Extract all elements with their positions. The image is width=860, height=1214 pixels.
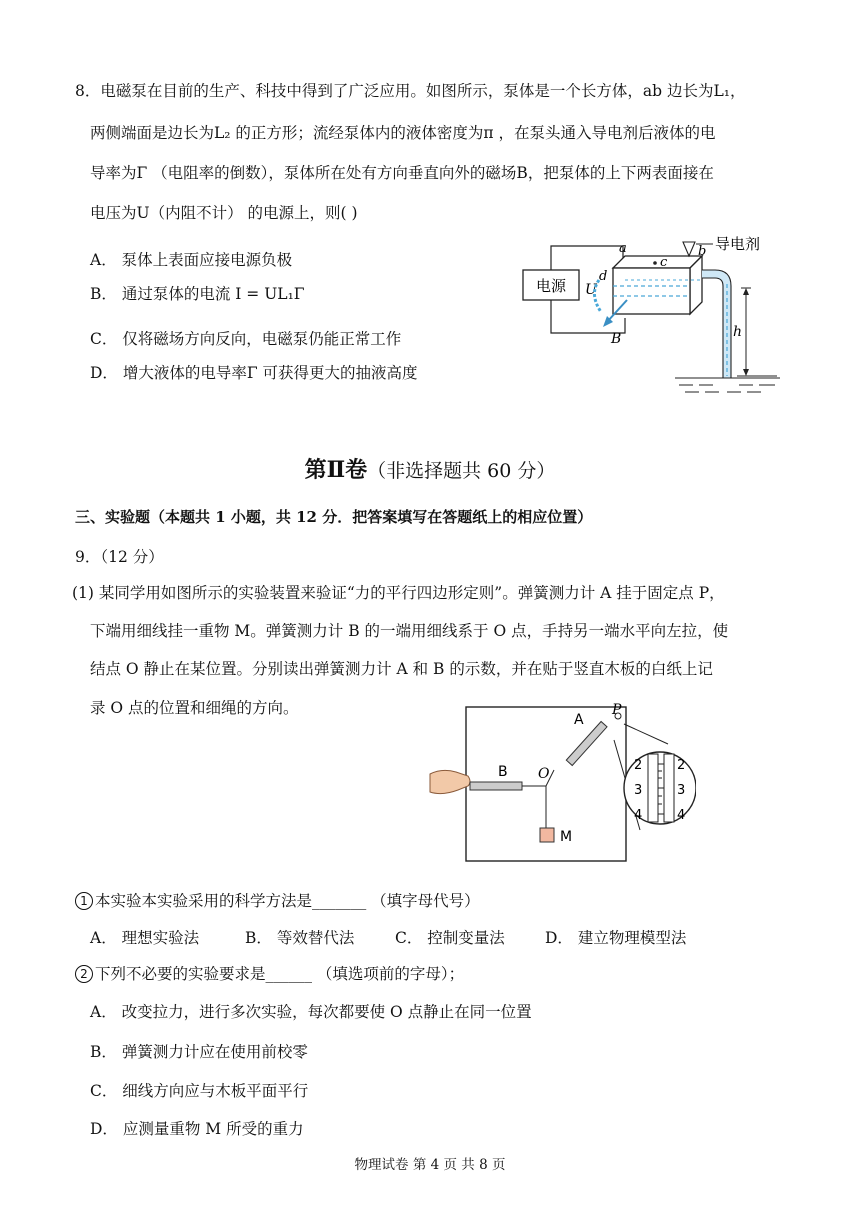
scale-left-3: 3 — [634, 783, 643, 798]
q8-option-b: B． 通过泵体的电流 I = UL₁Γ — [90, 285, 305, 303]
q9-p1-line-3: 结点 O 静止在某位置。分别读出弹簧测力计 A 和 B 的示数，并在贴于竖直木板的白纸上记 — [90, 660, 713, 678]
section-3-heading: 三、实验题（本题共 1 小题，共 12 分．把答案填写在答题纸上的相应位置） — [75, 508, 593, 526]
section-2-title — [0, 453, 860, 484]
q9-sub1-option-b: B． 等效替代法 — [245, 929, 355, 947]
q9-sub2-option-b: B． 弹簧测力计应在使用前校零 — [90, 1043, 308, 1061]
q8-option-a: A． 泵体上表面应接电源负极 — [90, 251, 293, 269]
label-m: M — [560, 829, 573, 845]
label-c: c — [660, 255, 668, 270]
label-p: P — [612, 702, 622, 718]
circled-number-2: 2 — [75, 965, 93, 983]
q9-sub2 — [75, 963, 464, 985]
q9-p1-line-1: (1) 某同学用如图所示的实验装置来验证“力的平行四边形定则”。弹簧测力计 A 挂于固定点 P， — [72, 584, 725, 602]
scale-left-2: 2 — [634, 758, 643, 773]
q9-sub1-option-c: C． 控制变量法 — [395, 929, 505, 947]
q8-option-d: D． 增大液体的电导率Γ 可获得更大的抽液高度 — [90, 364, 418, 382]
conductive-agent-label: 导电剂 — [715, 235, 761, 253]
label-b-field: B — [611, 331, 622, 347]
label-u: U — [585, 282, 597, 298]
weight-m — [540, 828, 554, 842]
q8-line-1: 8．电磁泵在目前的生产、科技中得到了广泛应用。如图所示，泵体是一个长方体，ab 边长为L₁， — [75, 82, 746, 100]
q9-sub2-option-a: A． 改变拉力，进行多次实验，每次都要使 O 点静止在同一位置 — [90, 1003, 532, 1021]
q9-sub1-option-a: A． 理想实验法 — [90, 929, 200, 947]
label-a: a — [619, 241, 627, 256]
label-scale-a: A — [574, 712, 584, 728]
q9-p1-line-4: 录 O 点的位置和细绳的方向。 — [90, 699, 299, 717]
hand-icon — [430, 770, 470, 793]
section-2-title-main: 第Ⅱ卷 — [304, 457, 368, 483]
q9-sub2-option-d: D． 应测量重物 M 所受的重力 — [90, 1120, 304, 1138]
page-footer: 物理试卷 第 4 页 共 8 页 — [354, 1157, 506, 1173]
force-apparatus-figure — [428, 702, 696, 864]
circled-number-1: 1 — [75, 892, 93, 910]
label-h: h — [733, 324, 743, 340]
scale-right-4: 4 — [677, 808, 686, 823]
scale-left-4: 4 — [634, 808, 643, 823]
q8-line-4: 电压为U（内阻不计） 的电源上，则( ) — [90, 204, 358, 222]
label-b: b — [698, 244, 707, 259]
label-o: O — [538, 766, 550, 782]
q9-sub2-text: 下列不必要的实验要求是______ （填选项前的字母）； — [95, 965, 465, 983]
scale-right-3: 3 — [677, 783, 686, 798]
q9-sub2-option-c: C． 细线方向应与木板平面平行 — [90, 1082, 309, 1100]
q8-line-3: 导率为Γ （电阻率的倒数），泵体所在处有方向垂直向外的磁场B，把泵体的上下两表面接在 — [90, 164, 714, 182]
spring-scale-b — [470, 782, 522, 790]
q9-number: 9．（12 分） — [75, 548, 164, 566]
pump-figure — [515, 228, 785, 400]
q9-sub1-text: 本实验本实验采用的科学方法是_______ （填字母代号） — [95, 892, 480, 910]
label-d: d — [599, 269, 608, 284]
q9-p1-line-2: 下端用细线挂一重物 M。弹簧测力计 B 的一端用细线系于 O 点，手持另一端水平向左拉，使 — [90, 622, 729, 640]
q9-sub1-option-d: D． 建立物理模型法 — [545, 929, 687, 947]
q8-line-2: 两侧端面是边长为L₂ 的正方形；流经泵体内的液体密度为π ，在泵头通入导电剂后液体的电 — [90, 124, 716, 142]
power-source-label: 电源 — [535, 277, 567, 295]
q9-sub1 — [75, 890, 480, 912]
section-2-subtitle: （非选择题共 60 分） — [367, 460, 556, 482]
scale-right-2: 2 — [677, 758, 686, 773]
q8-option-c: C． 仅将磁场方向反向，电磁泵仍能正常工作 — [90, 330, 402, 348]
label-scale-b: B — [498, 764, 508, 780]
